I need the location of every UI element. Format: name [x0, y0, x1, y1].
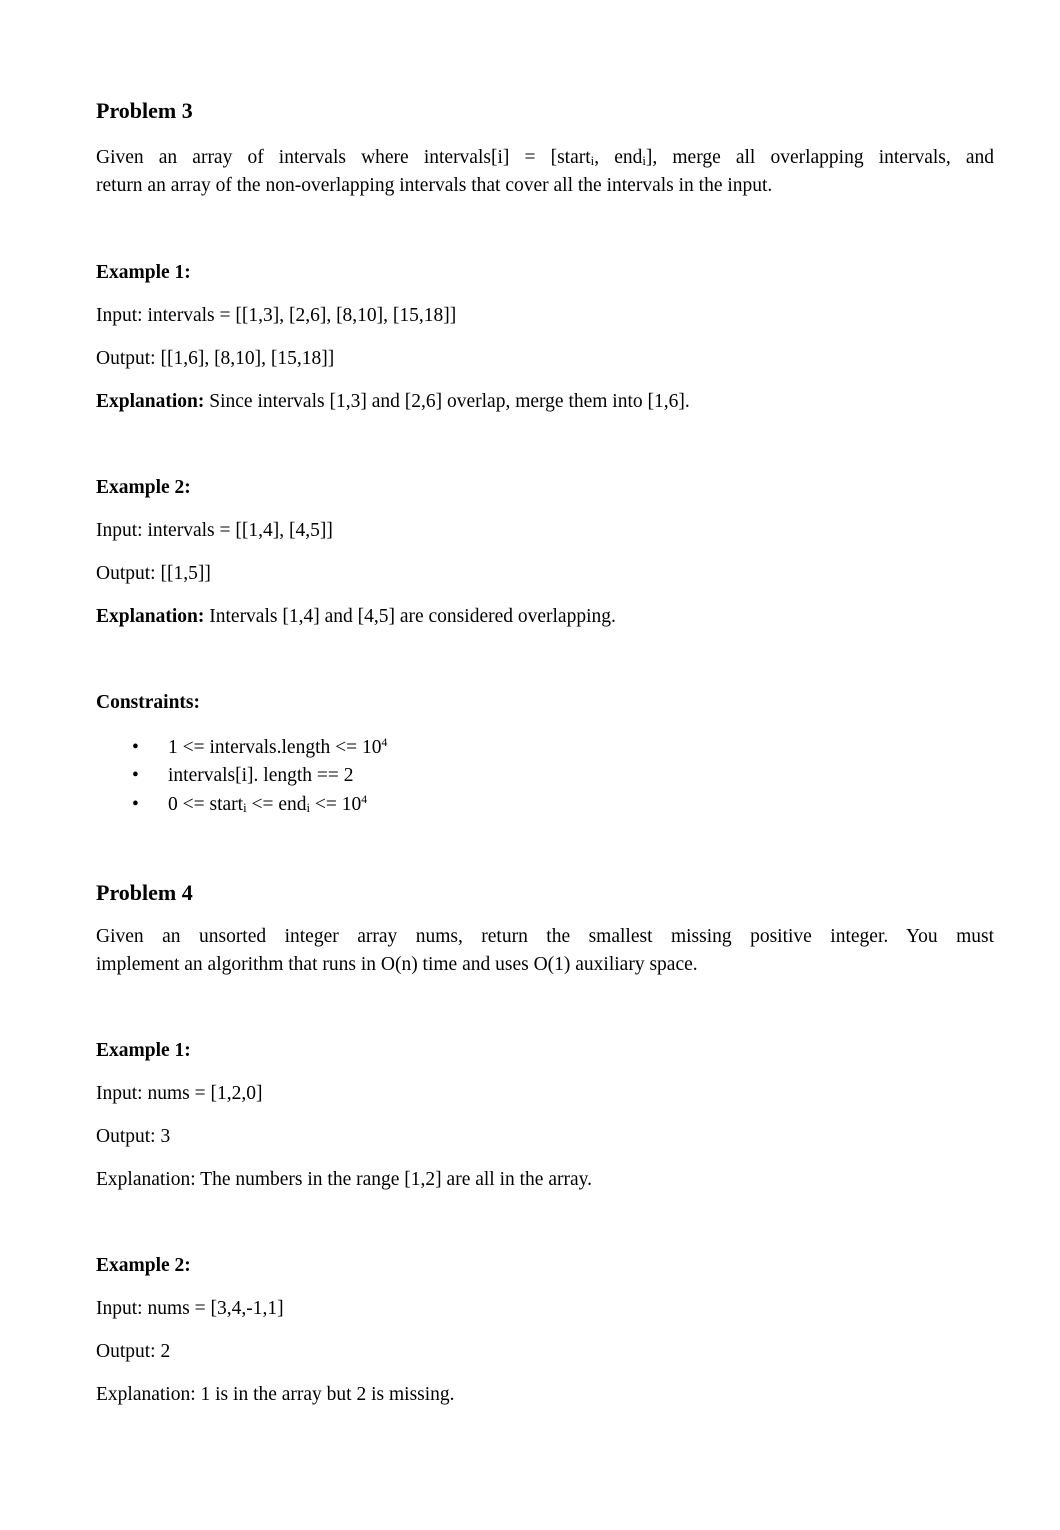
desc-text: , end: [594, 147, 643, 168]
problem-3-example-2-input: Input: intervals = [[1,4], [4,5]]: [96, 520, 333, 541]
problem-4-description-line-2: implement an algorithm that runs in O(n) time and uses O(1) auxiliary space.: [96, 954, 698, 975]
problem-3-example-2-output: Output: [[1,5]]: [96, 563, 211, 584]
explanation-label: Explanation:: [96, 606, 205, 627]
problem-4-title: Problem 4: [96, 880, 193, 905]
superscript: 4: [381, 735, 388, 749]
problem-3-description-line-1: [96, 148, 994, 168]
constraint-text: <= 10: [310, 794, 362, 815]
explanation-text: Intervals [1,4] and [4,5] are considered overlapping.: [204, 606, 616, 627]
problem-3-description-line-2: return an array of the non-overlapping intervals that cover all the intervals in the input.: [96, 175, 773, 196]
problem-3-example-2-title: Example 2:: [96, 477, 191, 498]
superscript: 4: [361, 792, 368, 806]
constraint-item-1: [168, 735, 388, 758]
constraint-item-3: [168, 792, 368, 815]
constraint-text: 1 <= intervals.length <= 10: [168, 737, 382, 758]
problem-3-example-2-explanation: [96, 607, 616, 627]
subscript-i: i: [642, 153, 646, 168]
bullet-icon: •: [132, 737, 139, 758]
problem-4-example-1-explanation: Explanation: The numbers in the range [1,2] are all in the array.: [96, 1169, 592, 1190]
problem-4-example-2-input: Input: nums = [3,4,-1,1]: [96, 1298, 284, 1319]
problem-4-example-1-input: Input: nums = [1,2,0]: [96, 1083, 263, 1104]
constraint-text: <= end: [246, 794, 307, 815]
problem-3-example-1-input: Input: intervals = [[1,3], [2,6], [8,10], [15,18]]: [96, 305, 457, 326]
problem-4-example-1-output: Output: 3: [96, 1126, 171, 1147]
problem-3-title: Problem 3: [96, 98, 193, 123]
explanation-label: Explanation:: [96, 391, 205, 412]
problem-4-description-line-1: Given an unsorted integer array nums, return the smallest missing positive integer. You must: [96, 926, 994, 947]
problem-3-example-1-title: Example 1:: [96, 262, 191, 283]
bullet-icon: •: [132, 765, 139, 786]
problem-3-example-1-explanation: [96, 392, 690, 412]
subscript-i: i: [590, 153, 595, 168]
bullet-icon: •: [132, 794, 139, 815]
explanation-text: Since intervals [1,3] and [2,6] overlap, merge them into [1,6].: [204, 391, 690, 412]
desc-text: Given an array of intervals where intervals[i] = [start: [96, 147, 591, 168]
constraint-text: 0 <= start: [168, 794, 244, 815]
problem-4-example-2-output: Output: 2: [96, 1341, 171, 1362]
problem-4-example-1-title: Example 1:: [96, 1040, 191, 1061]
subscript-i: i: [243, 800, 247, 815]
desc-text: ], merge all overlapping intervals, and: [645, 147, 995, 168]
subscript-i: i: [306, 800, 311, 815]
problem-4-example-2-title: Example 2:: [96, 1255, 191, 1276]
problem-3-example-1-output: Output: [[1,6], [8,10], [15,18]]: [96, 348, 335, 369]
problem-4-example-2-explanation: Explanation: 1 is in the array but 2 is missing.: [96, 1384, 455, 1405]
problem-3-constraints-title: Constraints:: [96, 692, 201, 713]
constraint-item-2: intervals[i]. length == 2: [168, 765, 354, 786]
